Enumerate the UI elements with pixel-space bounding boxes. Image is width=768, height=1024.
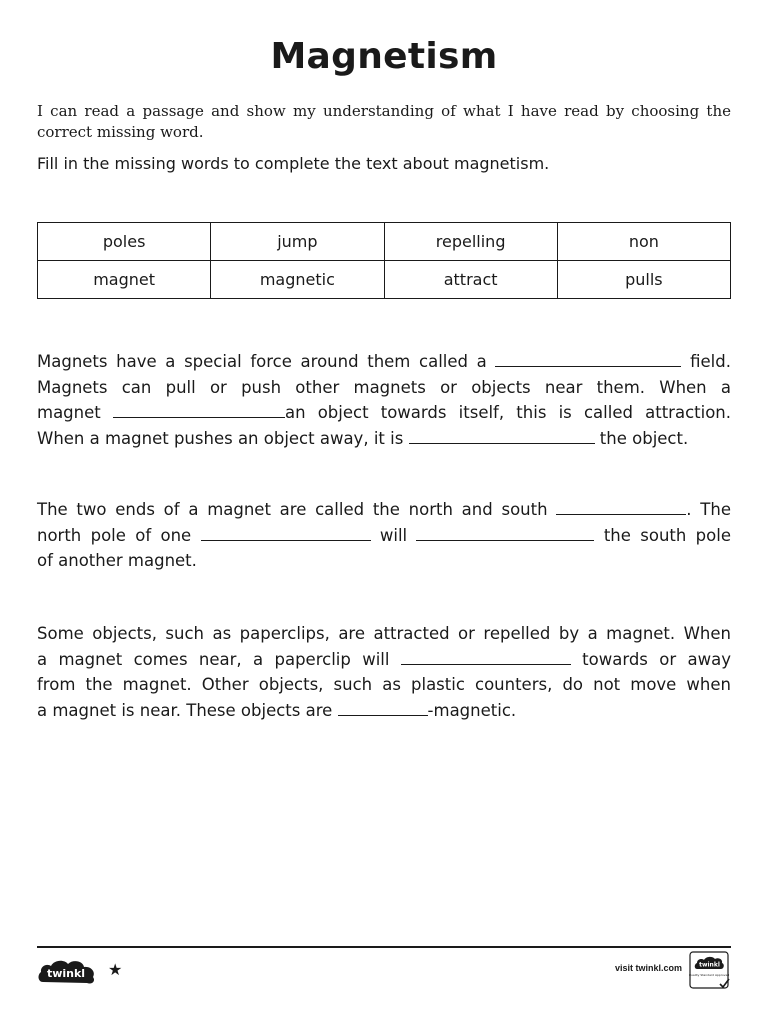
- text-segment: . The: [686, 500, 731, 519]
- paragraph-line: Magnets can pull or push other magnets or objects near them. When a: [37, 377, 731, 397]
- badge-text: twinkl: [699, 961, 720, 969]
- word-bank-cell: repelling: [384, 223, 557, 261]
- text-segment: a magnet is near. These objects are: [37, 700, 333, 720]
- word-bank-table: [37, 222, 731, 299]
- word-bank-cell: poles: [38, 223, 211, 261]
- text-segment: The two ends of a magnet are called the north and south: [37, 500, 548, 519]
- instruction-text: Fill in the missing words to complete the text about magnetism.: [37, 154, 550, 173]
- word-bank-cell: magnetic: [211, 261, 384, 299]
- text-segment: field.: [690, 352, 731, 371]
- text-segment: magnet: [37, 403, 101, 422]
- text-segment: towards or away: [582, 649, 731, 669]
- paragraph-line: [37, 400, 731, 426]
- text-segment: north pole of one: [37, 525, 192, 545]
- word-bank-cell: magnet: [38, 261, 211, 299]
- paragraph-2: [37, 497, 731, 574]
- word-bank-cell: jump: [211, 223, 384, 261]
- answer-blank[interactable]: [556, 499, 686, 515]
- logo-text: twinkl: [46, 967, 86, 980]
- paragraph-line: [37, 698, 731, 724]
- text-segment: an object towards itself, this is called attraction.: [284, 403, 732, 422]
- paragraph-line: [37, 497, 731, 523]
- text-segment: the object.: [599, 428, 689, 448]
- paragraph-3: [37, 621, 731, 723]
- star-icon: ★: [108, 960, 123, 979]
- word-bank-cell: non: [557, 223, 730, 261]
- answer-blank[interactable]: [416, 525, 594, 541]
- paragraph-line: [37, 426, 731, 452]
- text-segment: will: [379, 525, 408, 545]
- answer-blank[interactable]: [409, 428, 595, 444]
- paragraph-line: Some objects, such as paperclips, are attracted or repelled by a magnet. When: [37, 624, 731, 643]
- answer-blank[interactable]: [401, 649, 571, 665]
- text-segment: -magnetic.: [427, 700, 517, 720]
- paragraph-line: [37, 523, 731, 549]
- answer-blank[interactable]: [495, 351, 681, 367]
- visit-link[interactable]: visit twinkl.com: [614, 963, 682, 973]
- word-bank-row: [38, 223, 731, 261]
- answer-blank[interactable]: [338, 700, 428, 716]
- paragraph-line: of another magnet.: [37, 551, 197, 570]
- paragraph-line: [37, 349, 731, 375]
- text-segment: When a magnet pushes an object away, it is: [37, 428, 404, 448]
- answer-blank[interactable]: [113, 402, 285, 418]
- quality-badge-icon: [689, 951, 731, 991]
- answer-blank[interactable]: [201, 525, 371, 541]
- footer-divider: [37, 946, 731, 948]
- paragraph-line: [37, 647, 731, 673]
- word-bank-row: [38, 261, 731, 299]
- badge-caption: Quality Standard Approved: [689, 973, 730, 977]
- text-segment: Magnets have a special force around them called a: [37, 352, 487, 371]
- word-bank-cell: attract: [384, 261, 557, 299]
- word-bank-cell: pulls: [557, 261, 730, 299]
- page-title: Magnetism: [270, 36, 498, 77]
- learning-objective: I can read a passage and show my understanding of what I have read by choosing the correct missing word.: [37, 102, 731, 141]
- text-segment: the south pole: [603, 525, 731, 545]
- twinkl-logo: [37, 956, 97, 986]
- text-segment: a magnet comes near, a paperclip will: [37, 649, 390, 669]
- paragraph-line: from the magnet. Other objects, such as plastic counters, do not move when: [37, 675, 731, 694]
- paragraph-1: [37, 349, 731, 451]
